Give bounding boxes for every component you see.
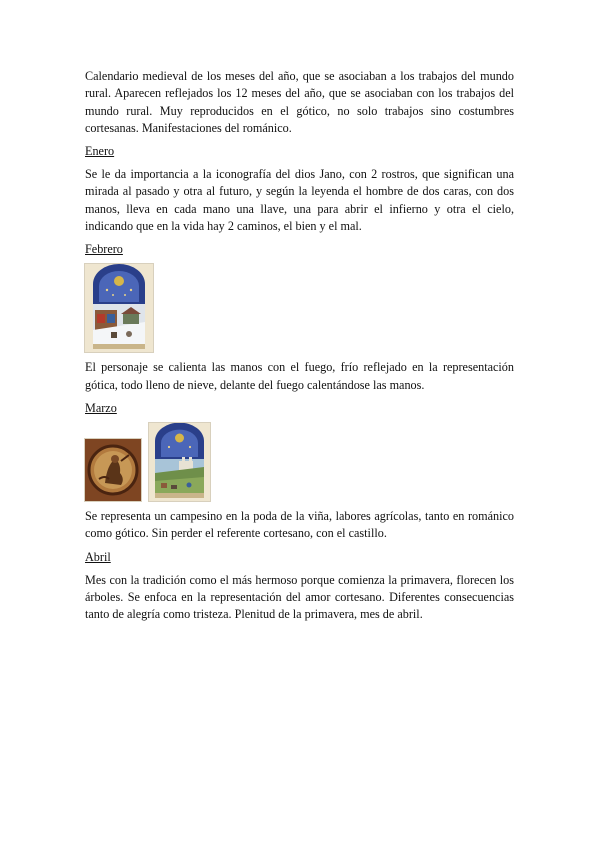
heading-enero: Enero — [85, 144, 115, 159]
febrero-images — [85, 264, 514, 352]
marzo-gothic-illumination-image — [149, 423, 210, 501]
marzo-images — [85, 423, 514, 501]
paragraph-enero: Se le da importancia a la iconografía del dios Jano, con 2 rostros, que significan una mirada al pasado y otra al futuro, y según la leyenda el hombre de dos caras, con dos manos, lleva en cada mano una llave, una para abrir el infierno y otra el cielo, indicando que en la vida hay 2 caminos, el bien y el mal. — [85, 167, 514, 234]
document-page — [85, 68, 514, 623]
heading-abril: Abril — [85, 549, 111, 564]
paragraph-abril: Mes con la tradición como el más hermoso porque comienza la primavera, florecen los árboles. Se enfoca en la representación del amor cortesano. Diferentes consecuencias tanto de alegría como tristeza. Plenitud de la primavera, mes de abril. — [85, 572, 514, 622]
paragraph-febrero: El personaje se calienta las manos con el fuego, frío reflejado en la representación gótica, todo lleno de nieve, delante del fuego calentándose las manos. — [85, 360, 514, 392]
heading-marzo: Marzo — [85, 400, 117, 415]
paragraph-marzo: Se representa un campesino en la poda de la viña, labores agrícolas, tanto en románico como gótico. Sin perder el referente cortesano, con el castillo. — [85, 508, 514, 541]
marzo-romanesque-medallion-image — [85, 439, 141, 501]
febrero-gothic-illumination-image — [85, 264, 153, 352]
intro-paragraph: Calendario medieval de los meses del año, que se asociaban a los trabajos del mundo rural. Aparecen reflejados los 12 meses del año, que se asociaban con los trabajos del mundo rural. Muy reproducidos en el gótico, no solo trabajos sino costumbres cortesanas. Manifestaciones del románico. — [85, 69, 514, 135]
heading-febrero: Febrero — [85, 242, 123, 257]
